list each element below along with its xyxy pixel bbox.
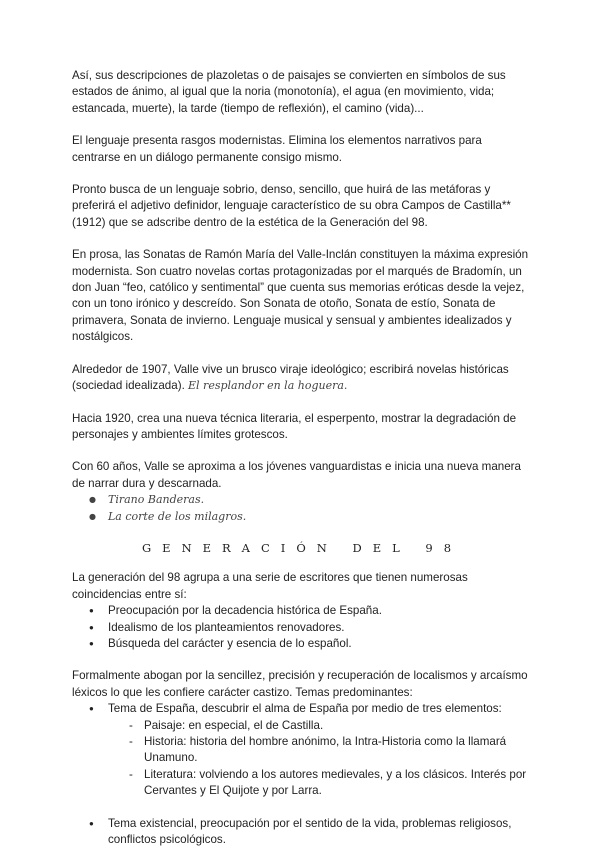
paragraph-modernist-language: El lenguaje presenta rasgos modernistas. Elimina los elementos narrativos para centrarse en un diálogo permanente consigo mismo.	[72, 134, 482, 164]
paragraph-vanguard: Con 60 años, Valle se aproxima a los jóvenes vanguardistas e inicia una nueva manera de narrar dura y descarnada.	[72, 460, 521, 490]
paragraph-symbols: Así, sus descripciones de plazoletas o de paisajes se convierten en símbolos de sus estados de ánimo, al igual que la noria (monotonía), el agua (en movimiento, vida; estancada, muerte), la tarde (tiempo de reflexión), el camino (vida)...	[72, 69, 506, 115]
themes-list-continued	[72, 816, 532, 848]
list-item-theme-spain	[72, 701, 532, 717]
paragraph-sober-language: Pronto busca de un lenguaje sobrio, denso, sencillo, que huirá de las metáforas y preferirá el adjetivo definidor, lenguaje característico de su obra Campos de Castilla** (1912) que se adscribe dentro de la estética de la Generación del 98.	[72, 183, 511, 229]
document-page	[72, 68, 532, 848]
list-item: ● La corte de los milagros.	[72, 509, 532, 525]
themes-list	[72, 701, 532, 717]
list-item-theme-existential: ● Tema existencial, preocupación por el sentido de la vida, problemas religiosos, conflictos psicológicos.	[72, 816, 532, 848]
paragraph-ideological-shift-text: Alrededor de 1907, Valle vive un brusco viraje ideológico; escribirá novelas históricas (sociedad idealizada).	[72, 362, 509, 393]
gen98-points-list	[72, 603, 532, 652]
list-item: ● Idealismo de los planteamientos renovadores.	[72, 620, 532, 636]
list-item: ● Preocupación por la decadencia histórica de España.	[72, 603, 532, 619]
list-item: - Literatura: volviendo a los autores medievales, y a los clásicos. Interés por Cervantes y El Quijote y por Larra.	[72, 767, 532, 800]
list-item: ● Búsqueda del carácter y esencia de lo español.	[72, 636, 532, 652]
list-item: - Historia: historia del hombre anónimo, la Intra-Historia como la llamará Unamuno.	[72, 734, 532, 767]
paragraph-formal-traits: Formalmente abogan por la sencillez, precisión y recuperación de localismos y arcaísmo léxicos lo que les confiere carácter castizo. Temas predominantes:	[72, 669, 528, 699]
work-title-resplandor: El resplandor en la hoguera.	[188, 379, 348, 393]
list-item: - Paisaje: en especial, el de Castilla.	[72, 718, 532, 734]
spain-elements-list	[72, 718, 532, 800]
section-heading: GENERACIÓN DEL 98	[141, 540, 463, 555]
paragraph-gen98-intro: La generación del 98 agrupa a una serie de escritores que tienen numerosas coincidencias entre sí:	[72, 571, 468, 601]
paragraph-esperpento: Hacia 1920, crea una nueva técnica literaria, el esperpento, mostrar la degradación de personajes y ambientes límites grotescos.	[72, 411, 517, 441]
paragraph-sonatas: En prosa, las Sonatas de Ramón María del Valle-Inclán constituyen la máxima expresión modernista. Son cuatro novelas cortas protagonizadas por el marqués de Bradomín, un don Juan “feo, católico y sentimental” que cuenta sus memorias eróticas desde la vejez, con un tono irónico y descreído. Son Sonata de otoño, Sonata de estío, Sonata de primavera, Sonata de invierno. Lenguaje musical y sensual y ambientes idealizados y nostálgicos.	[72, 248, 529, 344]
theme-spain-label: Tema de España, descubrir el alma de España por medio de tres elementos:	[108, 702, 502, 716]
paragraph-ideological-shift	[72, 362, 532, 395]
valle-works-list	[72, 492, 532, 525]
list-item: ● Tirano Banderas.	[72, 492, 532, 508]
